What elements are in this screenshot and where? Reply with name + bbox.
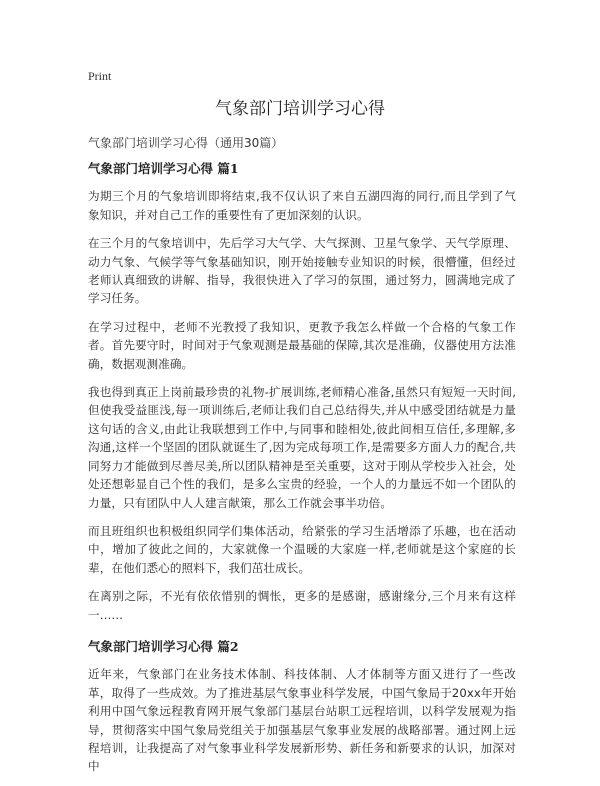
section-heading: 气象部门培训学习心得 篇1 [88,161,239,176]
paragraph: 我也得到真正上岗前最珍贵的礼物-扩展训练,老师精心准备,虽然只有短短一天时间,但使我受益匪浅,每一项训练后,老师让我们自己总结得失,并从中感受团结就是力量这句话的含义,由此让我联想到工作中,与同事和睦相处,彼此间相互信任,多理解,多沟通,这样一个坚固的团队就诞生了,因为完成每项工作,是需要多方面人力的配合,共同努力才能做到尽善尽美,所以团队精神是至关重要，这对于刚从学校步入社会，处处还想彰显自己个性的我们，是多么宝贵的经验，一个人的力量远不如一个团队的力量，只有团队中人人建言献策，那么工作就会事半功倍。 [88,385,516,510]
print-link[interactable]: Print [88,69,112,83]
section-2 [88,638,516,776]
paragraph: 为期三个月的气象培训即将结束,我不仅认识了来自五湖四海的同行,而且学到了气象知识，并对自己工作的重要性有了更加深刻的认识。 [88,189,516,222]
document-subtitle: 气象部门培训学习心得（通用30篇） [88,136,284,150]
paragraph: 在学习过程中，老师不光教授了我知识，更教予我怎么样做一个合格的气象工作者。首先要守时，时间对于气象观测是最基础的保障,其次是准确，仪器使用方法准确，数据观测准确。 [88,319,516,371]
document-title: 气象部门培训学习心得 [215,99,385,119]
paragraph: 而且班组织也积极组织同学们集体活动，给紧张的学习生活增添了乐趣，也在活动中，增加了彼此之间的，大家就像一个温暖的大家庭一样,老师就是这个家庭的长辈，在他们悉心的照料下，我们茁壮成长。 [88,523,516,575]
paragraph: 在三个月的气象培训中，先后学习大气学、大气探测、卫星气象学、天气学原理、动力气象、气候学等气象基础知识，刚开始接触专业知识的时候，很懵懂，但经过老师认真细致的讲解、指导，我很快进入了学习的氛围，通过努力，圆满地完成了学习任务。 [88,236,516,306]
paragraph: 在离别之际，不光有依依惜别的惆怅，更多的是感谢，感谢缘分,三个月来有这样一…… [88,589,516,622]
section-heading: 气象部门培训学习心得 篇2 [88,638,239,654]
paragraph: 近年来，气象部门在业务技术体制、科技体制、人才体制等方面又进行了一些改革，取得了一些成效。为了推进基层气象事业科学发展，中国气象局于20xx年开始利用中国气象远程教育网开展气象部门基层台站职工远程培训，以科学发展观为指导，贯彻落实中国气象局党组关于加强基层气象事业发展的战略部署。通过网上远程培训，让我提高了对气象事业科学发展新形势、新任务和新要求的认识，加深对中 [88,667,516,774]
section-1 [88,160,516,624]
document-body [88,160,516,786]
